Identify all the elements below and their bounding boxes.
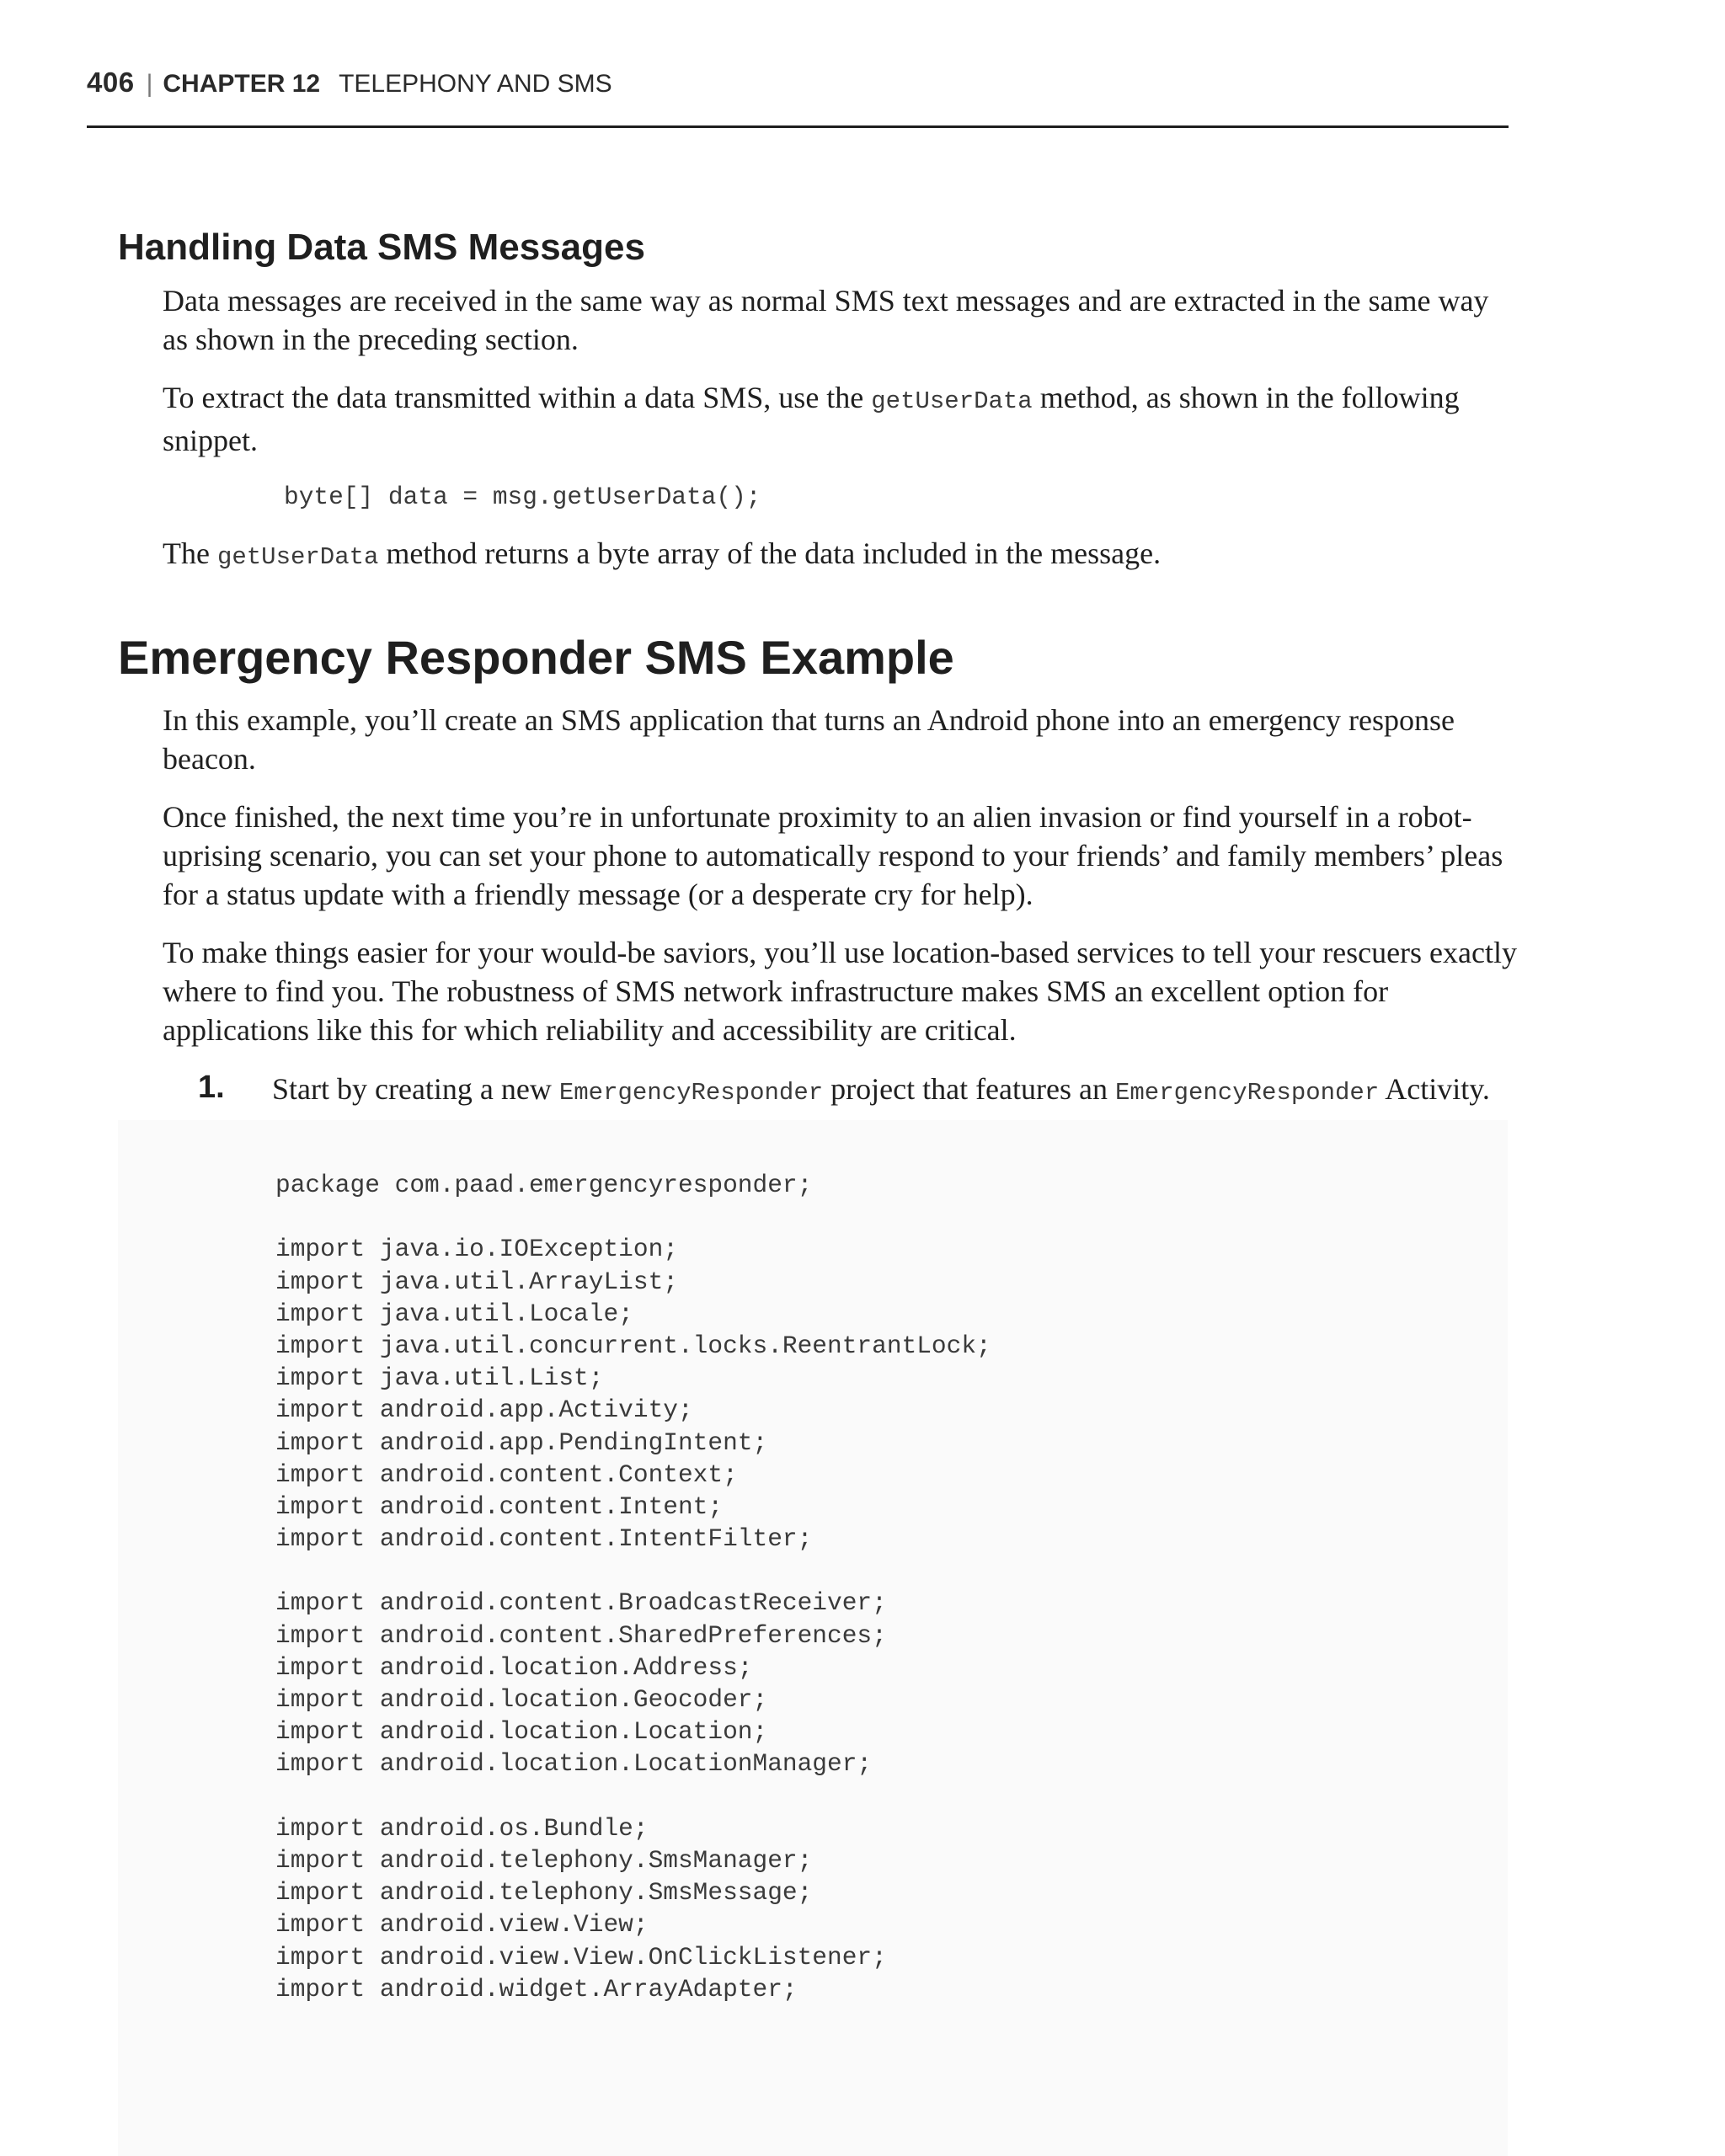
code-line: import android.app.Activity;: [275, 1396, 693, 1425]
code-line: import android.content.IntentFilter;: [275, 1524, 813, 1554]
code-line: package com.paad.emergencyresponder;: [275, 1171, 813, 1199]
inline-code: getUserData: [216, 543, 379, 571]
text: To extract the data transmitted within a data SMS, use the: [163, 381, 872, 414]
code-line: import android.view.View;: [275, 1910, 649, 1940]
paragraph: [163, 534, 1519, 577]
code-line: import android.content.SharedPreferences;: [275, 1620, 887, 1650]
code-line: [275, 1780, 991, 1812]
inline-code: EmergencyResponder: [1114, 1079, 1380, 1107]
code-listing: [275, 1169, 991, 2005]
inline-code: getUserData: [871, 387, 1033, 415]
code-line: import android.view.View.OnClickListener;: [275, 1942, 887, 1972]
code-line: import android.widget.ArrayAdapter;: [275, 1974, 798, 2004]
text: method, as shown in the following snippet.: [163, 381, 1460, 457]
code-line: [275, 1555, 991, 1587]
code-line: import java.io.IOException;: [275, 1235, 678, 1264]
header-separator: |: [146, 70, 153, 98]
code-line: import android.location.Location;: [275, 1717, 768, 1747]
code-line: import android.content.Intent;: [275, 1492, 724, 1521]
code-line: import android.location.Address;: [275, 1652, 753, 1682]
step-number: 1.: [198, 1070, 225, 1105]
code-line: import java.util.Locale;: [275, 1299, 633, 1328]
code-line: [275, 1201, 991, 1233]
chapter-title: TELEPHONY AND SMS: [339, 70, 612, 98]
paragraph: Data messages are received in the same way as normal SMS text messages and are extracted in the same way as shown in the preceding section.: [163, 284, 1489, 356]
paragraph: To make things easier for your would-be saviors, you’ll use location-based services to tell your rescuers exactly where to find you. The robustness of SMS network infrastructure makes SMS an excellent option for applications like this for which reliability and accessibility are critical.: [163, 936, 1517, 1047]
step-text: [272, 1070, 1510, 1113]
inline-code: EmergencyResponder: [558, 1079, 824, 1107]
text: Activity.: [1379, 1072, 1490, 1106]
code-line: import android.location.Geocoder;: [275, 1685, 768, 1714]
code-line: import android.app.PendingIntent;: [275, 1428, 768, 1457]
paragraph: [163, 378, 1519, 460]
text: project that features an: [823, 1072, 1115, 1106]
code-line: import android.telephony.SmsMessage;: [275, 1878, 813, 1908]
paragraph: Once finished, the next time you’re in unfortunate proximity to an alien invasion or find yourself in a robot-uprising scenario, you can set your phone to automatically respond to your friends’ and family members’ pleas for a status update with a friendly message (or a desperate cry for help).: [163, 800, 1503, 911]
running-header: [87, 66, 1509, 128]
text: The: [163, 536, 217, 570]
code-line: import android.content.BroadcastReceiver;: [275, 1588, 887, 1618]
text: method returns a byte array of the data included in the message.: [378, 536, 1162, 570]
code-line: import android.content.Context;: [275, 1460, 738, 1489]
code-line: import android.telephony.SmsManager;: [275, 1845, 813, 1875]
paragraph: In this example, you’ll create an SMS application that turns an Android phone into an emergency response beacon.: [163, 703, 1455, 776]
page-number: 406: [87, 67, 135, 98]
section-heading-data-sms: Handling Data SMS Messages: [118, 227, 645, 268]
text: Start by creating a new: [272, 1072, 559, 1106]
section-heading-emergency-responder: Emergency Responder SMS Example: [118, 631, 954, 684]
code-line: import java.util.List;: [275, 1364, 604, 1393]
code-line: import java.util.concurrent.locks.ReentrantLock;: [275, 1331, 991, 1360]
chapter-label: CHAPTER 12: [163, 70, 321, 98]
code-line: import java.util.ArrayList;: [275, 1267, 678, 1296]
code-snippet: byte[] data = msg.getUserData();: [284, 483, 761, 511]
code-line: import android.location.LocationManager;: [275, 1749, 873, 1779]
code-line: import android.os.Bundle;: [275, 1813, 649, 1843]
